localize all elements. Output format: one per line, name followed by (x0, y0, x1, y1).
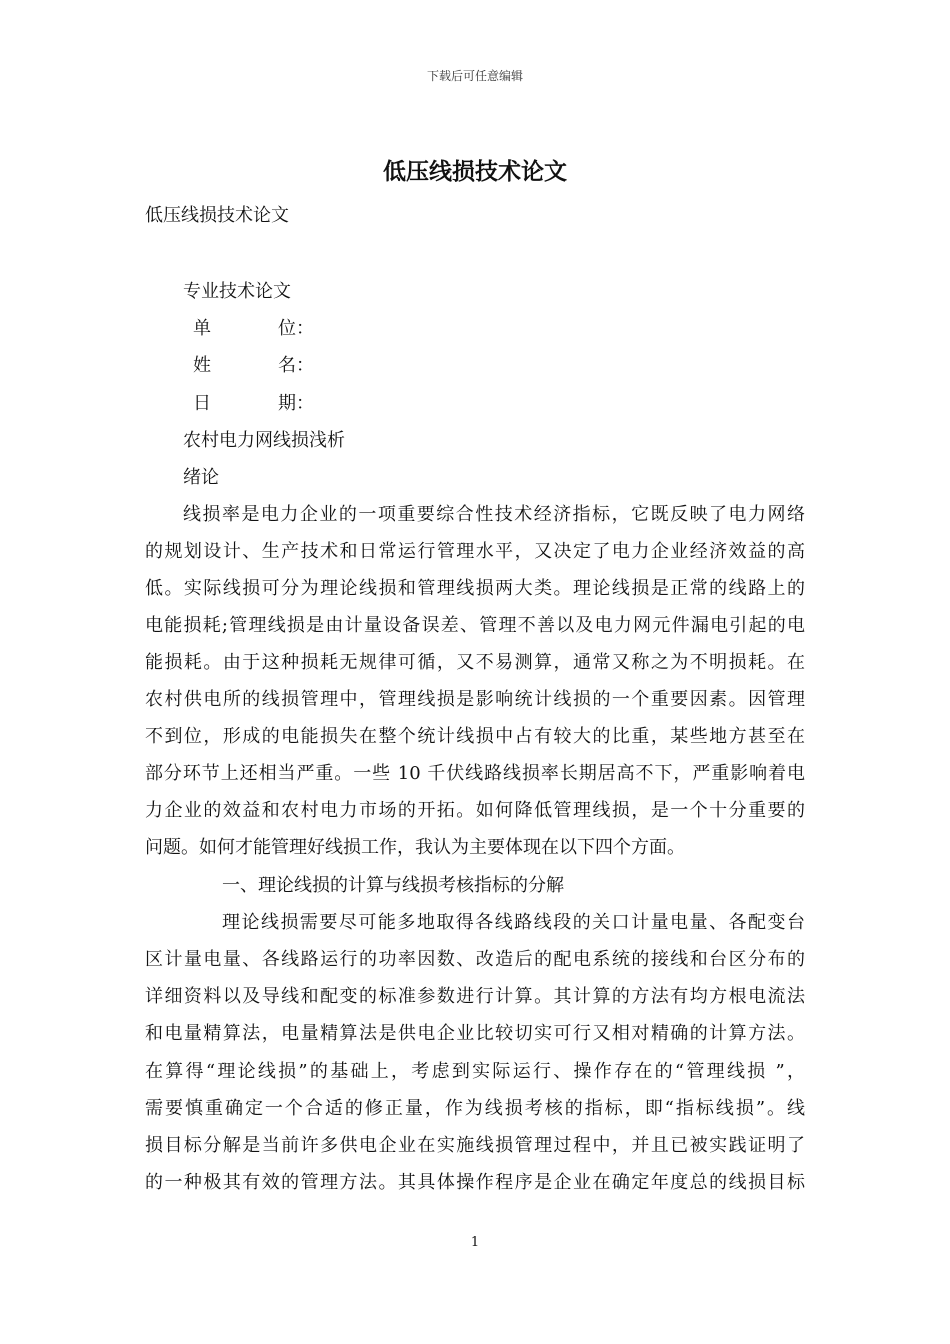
professional-label: 专业技术论文 (183, 281, 291, 302)
field-unit-label-2: 位： (278, 318, 314, 339)
paragraph-1-line: 电能损耗;管理线损是由计量设备误差、管理不善以及电力网元件漏电引起的电 (145, 615, 805, 636)
paragraph-1-line: 问题。如何才能管理好线损工作，我认为主要体现在以下四个方面。 (145, 837, 685, 858)
section-heading-1: 一、理论线损的计算与线损考核指标的分解 (222, 875, 564, 896)
paragraph-2-line: 需要慎重确定一个合适的修正量，作为线损考核的指标，即“指标线损”。线 (145, 1098, 805, 1119)
paragraph-1-line: 农村供电所的线损管理中，管理线损是影响统计线损的一个重要因素。因管理 (145, 689, 805, 710)
topic-title: 农村电力网线损浅析 (183, 430, 345, 451)
paragraph-1-line: 部分环节上还相当严重。一些 10 千伏线路线损率长期居高不下，严重影响着电 (145, 763, 805, 784)
page-header: 下载后可任意编辑 (426, 69, 523, 83)
paragraph-2-line: 损目标分解是当前许多供电企业在实施线损管理过程中，并且已被实践证明了 (145, 1135, 805, 1156)
subtitle: 低压线损技术论文 (145, 205, 289, 226)
paragraph-1-line: 低。实际线损可分为理论线损和管理线损两大类。理论线损是正常的线路上的 (145, 578, 805, 599)
document-title: 低压线损技术论文 (383, 158, 567, 185)
page-number: 1 (470, 1235, 480, 1250)
paragraph-2-line: 和电量精算法，电量精算法是供电企业比较切实可行又相对精确的计算方法。 (145, 1023, 805, 1044)
field-date-label-1: 日 (193, 393, 211, 414)
paragraph-2-line: 在算得“理论线损”的基础上，考虑到实际运行、操作存在的“管理线损 ”， (145, 1061, 805, 1082)
paragraph-1-line: 能损耗。由于这种损耗无规律可循，又不易测算，通常又称之为不明损耗。在 (145, 652, 805, 673)
paragraph-2-line: 详细资料以及导线和配变的标准参数进行计算。其计算的方法有均方根电流法 (145, 986, 805, 1007)
field-unit-label-1: 单 (193, 318, 211, 339)
field-name-label-1: 姓 (193, 355, 211, 376)
field-name-label-2: 名： (278, 355, 314, 376)
paragraph-2-line: 区计量电量、各线路运行的功率因数、改造后的配电系统的接线和台区分布的 (145, 949, 805, 970)
paragraph-1-line: 的规划设计、生产技术和日常运行管理水平，又决定了电力企业经济效益的高 (145, 541, 805, 562)
paragraph-2-line: 理论线损需要尽可能多地取得各线路线段的关口计量电量、各配变台 (222, 912, 805, 933)
paragraph-1-line: 力企业的效益和农村电力市场的开拓。如何降低管理线损，是一个十分重要的 (145, 800, 805, 821)
paragraph-1-line: 不到位，形成的电能损失在整个统计线损中占有较大的比重，某些地方甚至在 (145, 726, 805, 747)
paragraph-1-line: 线损率是电力企业的一项重要综合性技术经济指标，它既反映了电力网络 (183, 504, 805, 525)
paragraph-2-line: 的一种极其有效的管理方法。其具体操作程序是企业在确定年度总的线损目标 (145, 1172, 805, 1193)
field-date-label-2: 期： (278, 393, 314, 414)
intro-heading: 绪论 (183, 467, 219, 488)
